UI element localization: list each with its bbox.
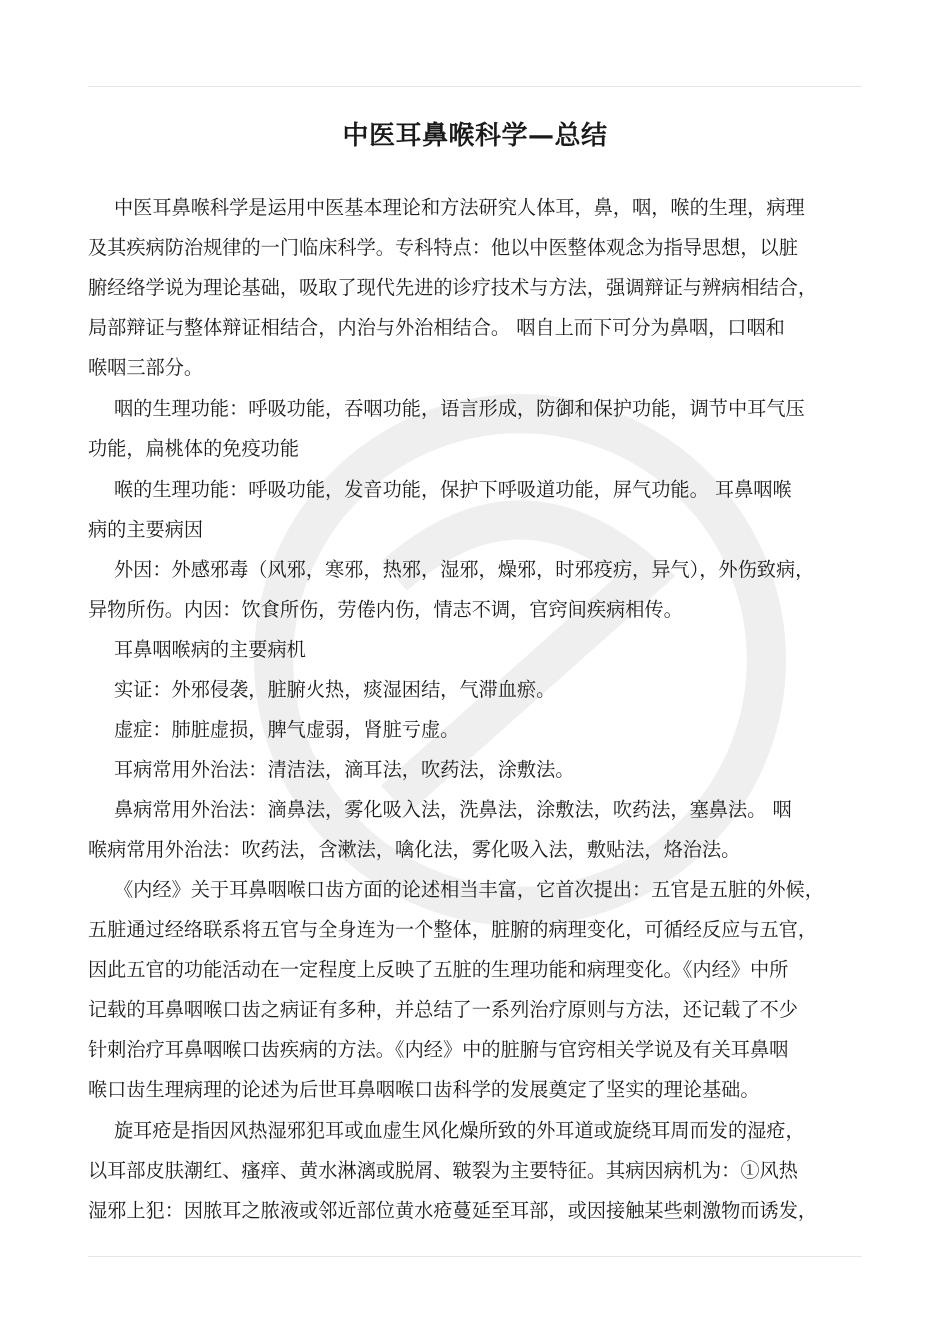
- text-line: 湿邪上犯：因脓耳之脓液或邻近部位黄水疮蔓延至耳部，或因接触某些刺激物而诱发，: [88, 1199, 818, 1222]
- text-line: 虚症：肺脏虚损，脾气虚弱，肾脏亏虚。: [114, 718, 460, 741]
- footer-divider: [88, 1256, 862, 1257]
- text-line: 喉病常用外治法：吹药法，含漱法，噙化法，雾化吸入法，敷贴法，烙治法。: [88, 838, 741, 861]
- text-line: 实证：外邪侵袭，脏腑火热，痰湿困结，气滞血瘀。: [114, 678, 556, 701]
- text-line: 喉的生理功能：呼吸功能，发音功能，保护下呼吸道功能，屏气功能。 耳鼻咽喉: [114, 478, 792, 501]
- text-line: 病的主要病因: [88, 518, 204, 541]
- text-line: 中医耳鼻喉科学是运用中医基本理论和方法研究人体耳，鼻，咽，喉的生理，病理: [114, 196, 805, 219]
- text-line: 耳鼻咽喉病的主要病机: [114, 638, 306, 661]
- text-line: 因此五官的功能活动在一定程度上反映了五脏的生理功能和病理变化。《内经》中所: [88, 958, 789, 981]
- text-line: 记载的耳鼻咽喉口齿之病证有多种，并总结了一系列治疗原则与方法，还记载了不少: [88, 998, 798, 1021]
- header-divider: [88, 86, 862, 87]
- text-line: 局部辩证与整体辩证相结合，内治与外治相结合。 咽自上而下可分为鼻咽，口咽和: [88, 316, 785, 339]
- text-line: 喉咽三部分。: [88, 356, 204, 379]
- text-line: 鼻病常用外治法：滴鼻法，雾化吸入法，洗鼻法，涂敷法，吹药法，塞鼻法。 咽: [114, 798, 792, 821]
- text-line: 旋耳疮是指因风热湿邪犯耳或血虚生风化燥所致的外耳道或旋绕耳周而发的湿疮，: [114, 1119, 805, 1142]
- text-line: 腑经络学说为理论基础，吸取了现代先进的诊疗技术与方法，强调辩证与辨病相结合，: [88, 276, 818, 299]
- text-line: 外因：外感邪毒（风邪，寒邪，热邪，湿邪，燥邪，时邪疫疠，异气），外伤致病，: [114, 558, 815, 581]
- text-line: 五脏通过经络联系将五官与全身连为一个整体，脏腑的病理变化，可循经反应与五官，: [88, 918, 818, 941]
- text-line: 功能，扁桃体的免疫功能: [88, 437, 300, 460]
- text-line: 异物所伤。内因：饮食所伤，劳倦内伤，情志不调，官窍间疾病相传。: [88, 598, 683, 621]
- text-line: 以耳部皮肤潮红、瘙痒、黄水淋漓或脱屑、皲裂为主要特征。其病因病机为：①风热: [88, 1159, 798, 1182]
- text-line: 针刺治疗耳鼻咽喉口齿疾病的方法。《内经》中的脏腑与官窍相关学说及有关耳鼻咽: [88, 1038, 789, 1061]
- text-line: 《内经》关于耳鼻咽喉口齿方面的论述相当丰富，它首次提出：五官是五脏的外候，: [114, 878, 824, 901]
- text-line: 咽的生理功能：呼吸功能，吞咽功能，语言形成，防御和保护功能，调节中耳气压: [114, 397, 805, 420]
- text-line: 喉口齿生理病理的论述为后世耳鼻咽喉口齿科学的发展奠定了坚实的理论基础。: [88, 1078, 760, 1101]
- page-title: 中医耳鼻喉科学—总结: [342, 121, 608, 151]
- text-line: 及其疾病防治规律的一门临床科学。专科特点：他以中医整体观念为指导思想，以脏: [88, 236, 798, 259]
- text-line: 耳病常用外治法：清洁法，滴耳法，吹药法，涂敷法。: [114, 758, 575, 781]
